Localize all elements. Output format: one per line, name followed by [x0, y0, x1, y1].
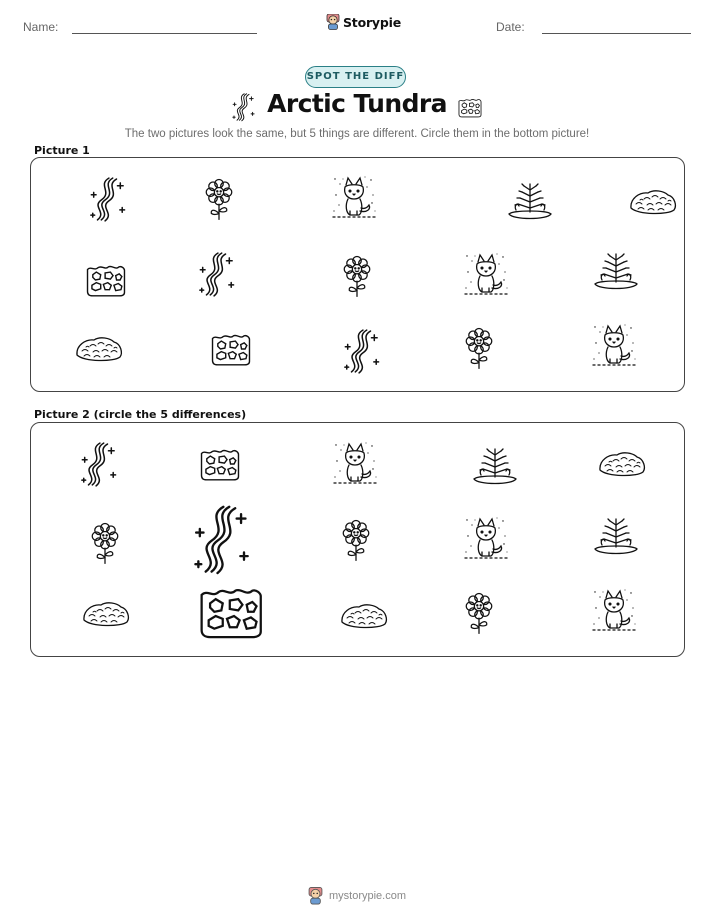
name-field[interactable] — [72, 33, 257, 34]
brand-name: Storypie — [343, 14, 401, 30]
moss-icon — [74, 333, 124, 365]
moss-icon[interactable] — [81, 598, 131, 630]
flower-icon — [340, 253, 374, 299]
picture2-panel[interactable] — [30, 422, 685, 657]
aurora-icon[interactable] — [191, 502, 250, 576]
moss-icon — [628, 186, 678, 218]
aurora-icon — [88, 175, 126, 223]
picture1-panel — [30, 157, 685, 392]
rocks-icon[interactable] — [198, 446, 242, 482]
page-title: Arctic Tundra — [267, 89, 447, 118]
moss-icon[interactable] — [597, 448, 647, 480]
flower-icon — [202, 176, 236, 222]
rocks-icon — [84, 262, 128, 298]
aurora-icon — [342, 327, 380, 375]
footer-url: mystorypie.com — [328, 890, 407, 902]
rocks-icon — [456, 97, 484, 118]
fox-icon[interactable] — [463, 516, 509, 562]
instructions: The two pictures look the same, but 5 things are different. Circle them in the bottom picture! — [124, 128, 590, 140]
fox-icon — [331, 175, 377, 221]
date-field[interactable] — [542, 33, 691, 34]
storypie-logo — [326, 14, 401, 30]
flower-icon[interactable] — [462, 590, 496, 636]
fox-icon — [463, 252, 509, 298]
picture1-label: Picture 1 — [34, 144, 90, 157]
date-label: Date: — [496, 20, 525, 34]
fox-icon[interactable] — [591, 588, 637, 634]
footer — [0, 887, 714, 905]
mascot-icon — [326, 14, 340, 30]
aurora-icon — [230, 92, 256, 122]
flower-icon[interactable] — [339, 517, 373, 563]
mascot-icon — [308, 887, 323, 905]
spot-the-diff-badge: SPOT THE DIFF — [305, 66, 406, 88]
coral-icon[interactable] — [470, 445, 520, 485]
coral-icon — [591, 250, 641, 290]
coral-icon — [505, 180, 555, 220]
aurora-icon — [197, 250, 235, 298]
rocks-icon — [209, 331, 253, 367]
picture2-label: Picture 2 (circle the 5 differences) — [34, 408, 247, 421]
name-label: Name: — [23, 20, 59, 34]
fox-icon — [591, 323, 637, 369]
flower-icon[interactable] — [88, 520, 122, 566]
moss-icon[interactable] — [339, 600, 389, 632]
flower-icon — [462, 325, 496, 371]
aurora-icon[interactable] — [79, 440, 117, 488]
fox-icon[interactable] — [332, 441, 378, 487]
coral-icon[interactable] — [591, 515, 641, 555]
rocks-icon[interactable] — [196, 583, 266, 641]
